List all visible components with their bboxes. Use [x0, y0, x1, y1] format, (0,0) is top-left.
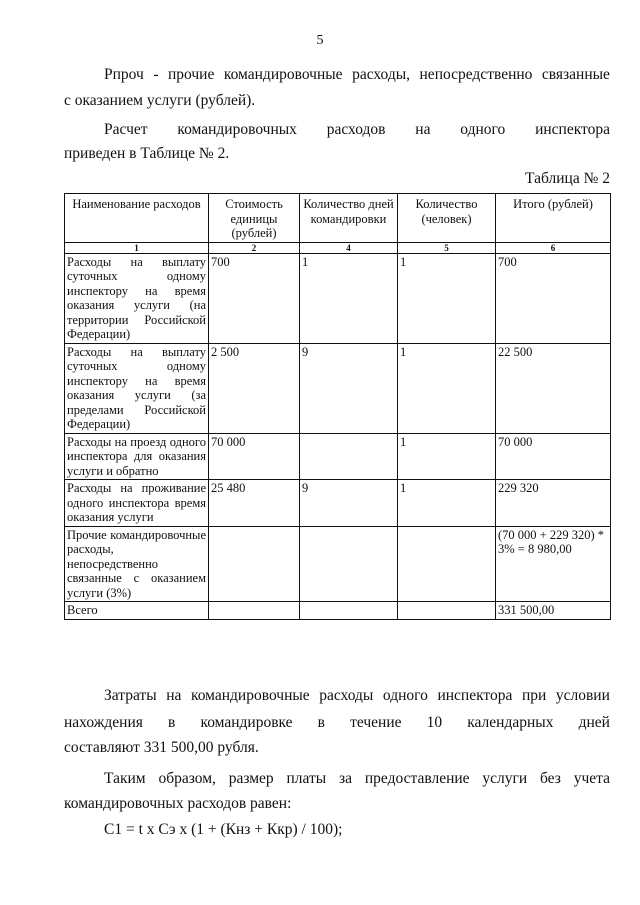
table-row [65, 526, 611, 602]
table-header-cell: Стоимость единицы (рублей) [209, 194, 300, 243]
word: без [540, 770, 561, 787]
paragraph-takim-line1 [104, 771, 610, 787]
table-header-cell: Количество дней командировки [300, 194, 398, 243]
table-cell [209, 526, 300, 602]
expenses-table [64, 193, 611, 620]
paragraph-raschet-line1 [104, 122, 610, 138]
table-header-row [65, 194, 611, 243]
table-caption: Таблица № 2 [525, 170, 610, 187]
table-cell [398, 526, 496, 602]
word: расходов [326, 121, 386, 138]
word: течение [350, 714, 402, 731]
word: Таким [104, 770, 146, 787]
table-cell [398, 602, 496, 620]
word: на [415, 121, 431, 138]
word: командировочные [223, 66, 343, 83]
paragraph-zatraty-line2 [64, 715, 610, 731]
word: непосредственно [419, 66, 533, 83]
expense-name-cell: Расходы на проезд одного инспектора для оказания услуги и обратно [65, 433, 209, 480]
table-row [65, 480, 611, 527]
table-cell [300, 526, 398, 602]
expense-name-cell: Прочие командировочные расходы, непосредственно связанные с оказанием услуги (3%) [65, 526, 209, 602]
table-cell: 25 480 [209, 480, 300, 527]
word: - [153, 66, 159, 83]
word: услуги [482, 770, 528, 787]
word: при [521, 687, 547, 704]
table-cell: (70 000 + 229 320) * 3% = 8 980,00 [496, 526, 611, 602]
table-header-cell: Итого (рублей) [496, 194, 611, 243]
table-cell: 700 [496, 253, 611, 343]
column-number-cell: 1 [65, 242, 209, 253]
expense-name-cell: Расходы на проживание одного инспектора время оказания услуги [65, 480, 209, 527]
table-cell: 2 500 [209, 343, 300, 433]
table-cell: 1 [300, 253, 398, 343]
table-cell: 70 000 [496, 433, 611, 480]
word: условии [555, 687, 610, 704]
table-cell: 331 500,00 [496, 602, 611, 620]
paragraph-zatraty-line1 [104, 688, 610, 704]
table-cell: 9 [300, 343, 398, 433]
word: календарных [467, 714, 554, 731]
table-cell [300, 433, 398, 480]
column-number-cell: 4 [300, 242, 398, 253]
word: Затраты [104, 687, 157, 704]
expense-name-cell: Расходы на выплату суточных одному инспектору на время оказания услуги (на территории Российской Федерации) [65, 253, 209, 343]
table-header-cell: Количество (человек) [398, 194, 496, 243]
word: одного [382, 687, 428, 704]
column-number-cell: 2 [209, 242, 300, 253]
word: 10 [426, 714, 443, 731]
table-cell: 229 320 [496, 480, 611, 527]
word: размер [228, 770, 274, 787]
page-number: 5 [316, 33, 324, 48]
table-row [65, 433, 611, 480]
word: командировочных [177, 121, 297, 138]
expense-name-cell: Расходы на выплату суточных одному инспектору на время оказания услуги (за пределами Российской Федерации) [65, 343, 209, 433]
table-cell: 700 [209, 253, 300, 343]
word: Расчет [104, 121, 148, 138]
paragraph-zatraty-line3: составляют 331 500,00 рубля. [64, 739, 259, 756]
word: в [317, 714, 325, 731]
word: расходы, [352, 66, 411, 83]
word: прочие [167, 66, 215, 83]
column-number-cell: 6 [496, 242, 611, 253]
word: одного [460, 121, 506, 138]
table-cell: 9 [300, 480, 398, 527]
table-cell: 1 [398, 480, 496, 527]
table-cell: 70 000 [209, 433, 300, 480]
word: платы [286, 770, 327, 787]
word: Рпроч [104, 66, 144, 83]
formula: С1 = t х Сэ х (1 + (Кнз + Ккр) / 100); [104, 821, 343, 838]
table-row [65, 602, 611, 620]
table-cell [209, 602, 300, 620]
word: за [339, 770, 353, 787]
paragraph-rproch-line1 [104, 67, 610, 83]
table-cell: 1 [398, 433, 496, 480]
table-cell: 1 [398, 253, 496, 343]
paragraph-raschet-line2: приведен в Таблице № 2. [64, 145, 230, 162]
word: на [166, 687, 182, 704]
table-column-numbers-row [65, 242, 611, 253]
word: инспектора [535, 121, 610, 138]
word: нахождения [64, 714, 143, 731]
column-number-cell: 5 [398, 242, 496, 253]
word: связанные [541, 66, 610, 83]
word: командировочные [190, 687, 310, 704]
table-cell: 1 [398, 343, 496, 433]
table-row [65, 343, 611, 433]
word: расходы [319, 687, 374, 704]
word: командировке [200, 714, 293, 731]
word: предоставление [364, 770, 470, 787]
table-cell: 22 500 [496, 343, 611, 433]
word: учета [573, 770, 610, 787]
word: дней [578, 714, 610, 731]
paragraph-takim-line2: командировочных расходов равен: [64, 795, 292, 812]
word: инспектора [437, 687, 513, 704]
table-header-cell: Наименование расходов [65, 194, 209, 243]
table-cell [300, 602, 398, 620]
word: в [168, 714, 176, 731]
word: образом, [158, 770, 216, 787]
table-row [65, 253, 611, 343]
paragraph-rproch-line2: с оказанием услуги (рублей). [64, 92, 256, 109]
expense-name-cell: Всего [65, 602, 209, 620]
